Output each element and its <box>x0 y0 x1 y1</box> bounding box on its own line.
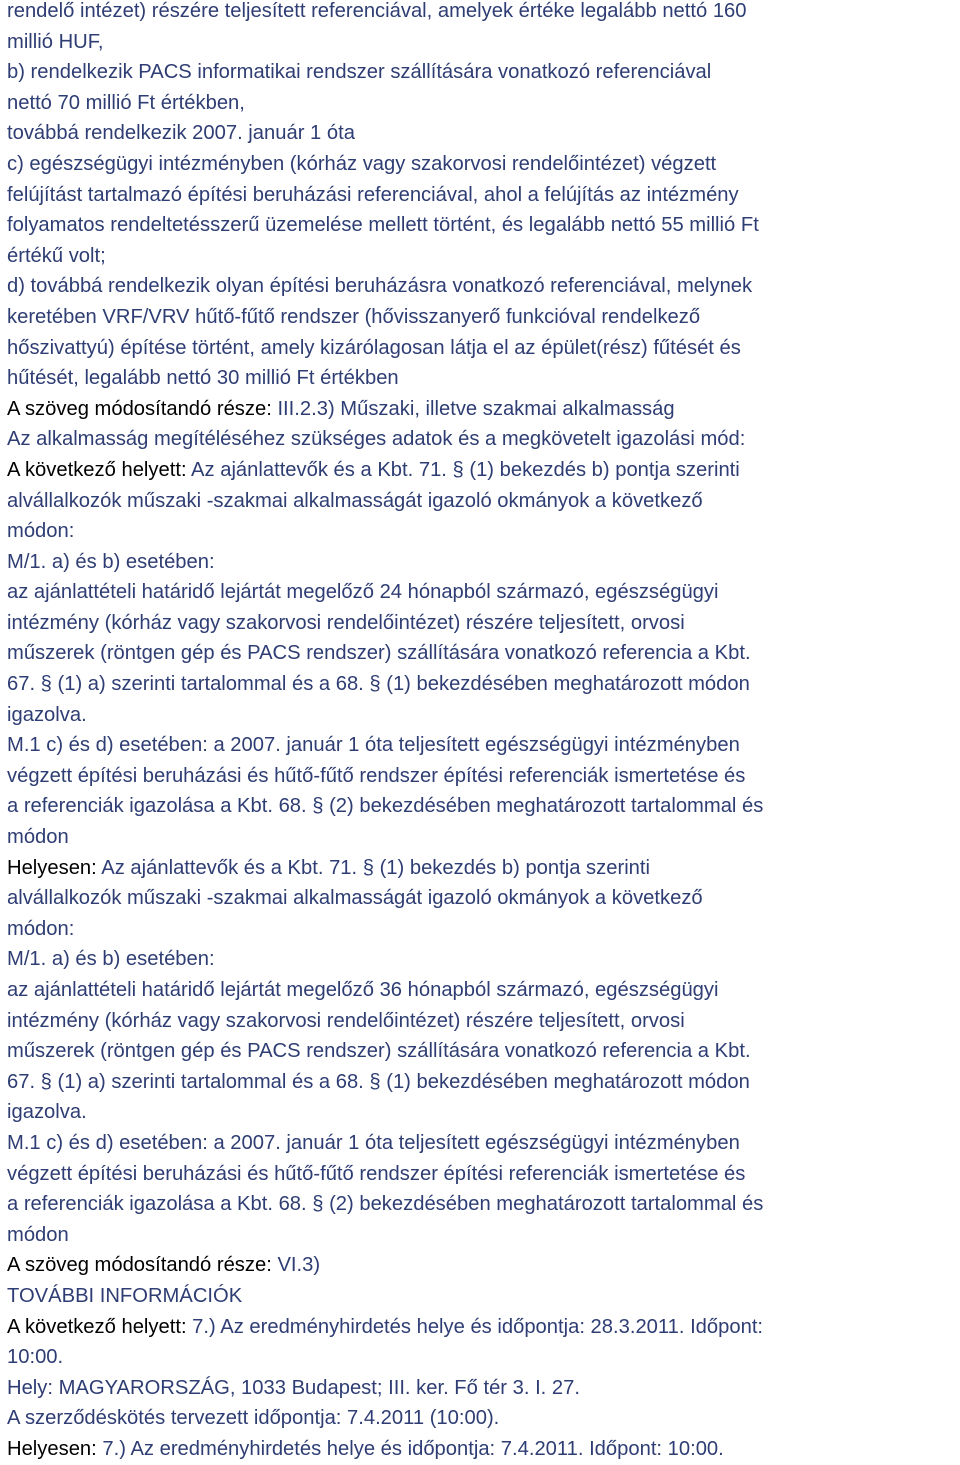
text-segment: a referenciák igazolása a Kbt. 68. § (2) bekezdésében meghatározott tartalommal és <box>7 1193 764 1216</box>
text-line <box>7 57 960 88</box>
text-segment: továbbá rendelkezik 2007. január 1 óta <box>7 122 355 145</box>
text-segment: TOVÁBBI INFORMÁCIÓK <box>7 1284 243 1307</box>
text-segment: d) továbbá rendelkezik olyan építési beruházásra vonatkozó referenciával, melynek <box>7 275 753 298</box>
text-line <box>7 1434 960 1465</box>
text-line <box>7 1067 960 1098</box>
text-line <box>7 1159 960 1190</box>
text-segment: hőszivattyú) építése történt, amely kizárólagosan látja el az épület(rész) fűtését és <box>7 336 741 359</box>
text-segment: keretében VRF/VRV hűtő-fűtő rendszer (hővisszanyerő funkcióval rendelkező <box>7 305 701 328</box>
text-line <box>7 210 960 241</box>
text-segment: rendelő intézet) részére teljesített referenciával, amelyek értéke legalább nettó 160 <box>7 0 747 22</box>
text-line <box>7 761 960 792</box>
text-line <box>7 118 960 149</box>
text-line <box>7 608 960 639</box>
text-line <box>7 1312 960 1343</box>
text-segment: c) egészségügyi intézményben (kórház vagy szakorvosi rendelőintézet) végzett <box>7 152 717 175</box>
text-line <box>7 333 960 364</box>
text-segment: 10:00. <box>7 1346 64 1369</box>
section-label: A következő helyett: <box>7 1315 193 1338</box>
text-line <box>7 27 960 58</box>
text-line <box>7 975 960 1006</box>
text-line <box>7 271 960 302</box>
text-segment: alvállalkozók műszaki -szakmai alkalmasságát igazoló okmányok a következő <box>7 887 703 910</box>
text-line <box>7 730 960 761</box>
text-segment: Az ajánlattevők és a Kbt. 71. § (1) bekezdés b) pontja szerinti <box>101 856 650 879</box>
text-segment: igazolva. <box>7 703 87 726</box>
text-line <box>7 914 960 945</box>
text-segment: M.1 c) és d) esetében: a 2007. január 1 óta teljesített egészségügyi intézményben <box>7 1131 740 1154</box>
text-segment: végzett építési beruházási és hűtő-fűtő rendszer építési referenciák ismertetése és <box>7 1162 746 1185</box>
text-segment: nettó 70 millió Ft értékben, <box>7 91 245 114</box>
text-segment: Az ajánlattevők és a Kbt. 71. § (1) bekezdés b) pontja szerinti <box>191 458 740 481</box>
text-segment: alvállalkozók műszaki -szakmai alkalmasságát igazoló okmányok a következő <box>7 489 703 512</box>
text-segment: 67. § (1) a) szerinti tartalommal és a 68. § (1) bekezdésében meghatározott módon <box>7 673 750 696</box>
text-line <box>7 363 960 394</box>
text-segment: műszerek (röntgen gép és PACS rendszer) szállítására vonatkozó referencia a Kbt. <box>7 1040 751 1063</box>
text-line <box>7 1036 960 1067</box>
text-segment: műszerek (röntgen gép és PACS rendszer) szállítására vonatkozó referencia a Kbt. <box>7 642 751 665</box>
text-segment: módon: <box>7 520 75 543</box>
text-line <box>7 1281 960 1312</box>
text-line <box>7 1342 960 1373</box>
text-line <box>7 455 960 486</box>
text-line <box>7 883 960 914</box>
text-line <box>7 1403 960 1434</box>
text-line <box>7 853 960 884</box>
text-segment: M/1. a) és b) esetében: <box>7 948 215 971</box>
text-segment: folyamatos rendeltetésszerű üzemelése mellett történt, és legalább nettó 55 millió Ft <box>7 214 759 237</box>
text-segment: 7.) Az eredményhirdetés helye és időpontja: 28.3.2011. Időpont: <box>192 1315 764 1338</box>
text-segment: III.2.3) Műszaki, illetve szakmai alkalmasság <box>277 397 675 420</box>
text-line <box>7 241 960 272</box>
text-segment: Hely: MAGYARORSZÁG, 1033 Budapest; III. ker. Fő tér 3. I. 27. <box>7 1376 580 1399</box>
text-line <box>7 791 960 822</box>
section-label: A szöveg módosítandó része: <box>7 1254 278 1277</box>
text-segment: M.1 c) és d) esetében: a 2007. január 1 óta teljesített egészségügyi intézményben <box>7 734 740 757</box>
text-line <box>7 944 960 975</box>
text-line <box>7 149 960 180</box>
text-segment: Az alkalmasság megítéléséhez szükséges adatok és a megkövetelt igazolási mód: <box>7 428 746 451</box>
text-segment: 67. § (1) a) szerinti tartalommal és a 68. § (1) bekezdésében meghatározott módon <box>7 1070 750 1093</box>
text-segment: végzett építési beruházási és hűtő-fűtő rendszer építési referenciák ismertetése és <box>7 764 746 787</box>
text-line <box>7 1097 960 1128</box>
text-segment: az ajánlattételi határidő lejártát megelőző 36 hónapból származó, egészségügyi <box>7 979 719 1001</box>
text-line <box>7 669 960 700</box>
text-segment: A szerződéskötés tervezett időpontja: 7.4.2011 (10:00). <box>7 1407 500 1430</box>
text-segment: módon <box>7 1223 69 1246</box>
section-label: Helyesen: <box>7 1437 103 1460</box>
text-segment: millió HUF, <box>7 30 104 53</box>
text-segment: módon: <box>7 917 75 940</box>
text-line <box>7 1373 960 1404</box>
text-line <box>7 88 960 119</box>
text-segment: 7.) Az eredményhirdetés helye és időpontja: 7.4.2011. Időpont: 10:00. <box>102 1437 724 1460</box>
text-line <box>7 516 960 547</box>
text-segment: VI.3) <box>277 1254 321 1277</box>
text-line <box>7 486 960 517</box>
text-segment: hűtését, legalább nettó 30 millió Ft értékben <box>7 367 399 390</box>
text-line <box>7 394 960 425</box>
text-segment: intézmény (kórház vagy szakorvosi rendelőintézet) részére teljesített, orvosi <box>7 611 685 634</box>
text-segment: módon <box>7 826 69 849</box>
text-line <box>7 1006 960 1037</box>
text-line <box>7 822 960 853</box>
text-segment: igazolva. <box>7 1101 87 1124</box>
text-line <box>7 577 960 608</box>
text-segment: felújítást tartalmazó építési beruházási referenciával, ahol a felújítás az intézmény <box>7 183 739 206</box>
text-line <box>7 1220 960 1251</box>
text-line <box>7 638 960 669</box>
section-label: A következő helyett: <box>7 458 192 481</box>
section-label: Helyesen: <box>7 856 102 879</box>
text-segment: M/1. a) és b) esetében: <box>7 550 215 573</box>
text-line <box>7 700 960 731</box>
text-segment: értékű volt; <box>7 244 106 267</box>
section-label: A szöveg módosítandó része: <box>7 397 278 420</box>
text-segment: az ajánlattételi határidő lejártát megelőző 24 hónapból származó, egészségügyi <box>7 581 719 604</box>
text-segment: intézmény (kórház vagy szakorvosi rendelőintézet) részére teljesített, orvosi <box>7 1009 685 1032</box>
text-segment: a referenciák igazolása a Kbt. 68. § (2) bekezdésében meghatározott tartalommal és <box>7 795 764 818</box>
text-line <box>7 547 960 578</box>
text-line <box>7 1189 960 1220</box>
text-segment: b) rendelkezik PACS informatikai rendszer szállítására vonatkozó referenciával <box>7 61 712 84</box>
text-line <box>7 180 960 211</box>
text-line <box>7 424 960 455</box>
text-line <box>7 1250 960 1281</box>
text-line <box>7 302 960 333</box>
text-line <box>7 1128 960 1159</box>
text-line <box>7 0 960 27</box>
